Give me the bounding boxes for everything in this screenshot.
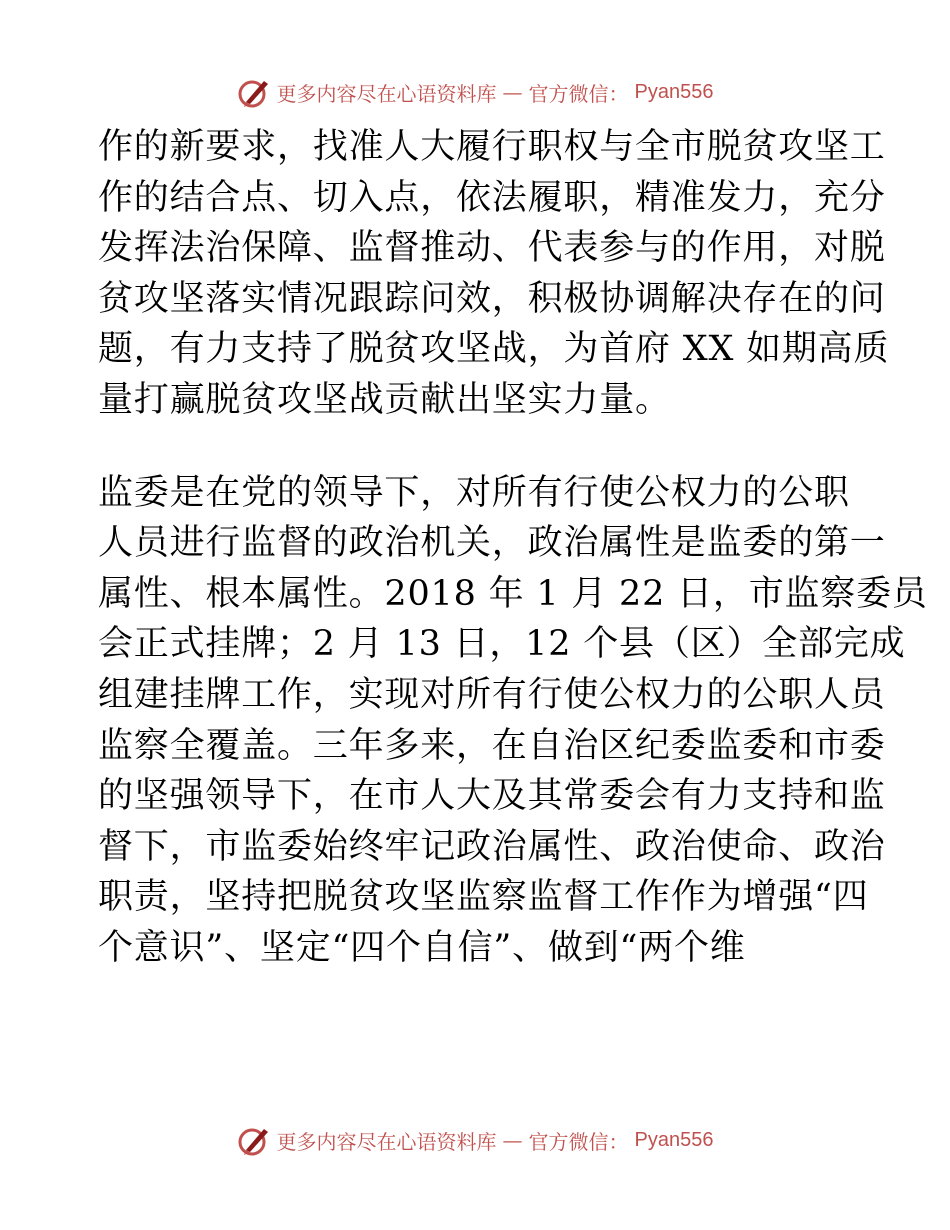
document-body	[98, 122, 928, 974]
watermark-text: 更多内容尽在心语资料库	[276, 81, 497, 106]
watermark-label: 官方微信：	[528, 81, 629, 106]
header-watermark	[0, 72, 950, 112]
text-line: 量打赢脱贫攻坚战贡献出坚实力量。	[98, 379, 671, 420]
text-line: 发挥法治保障、监督推动、代表参与的作用，对脱	[98, 228, 886, 269]
watermark-label: 官方微信：	[528, 1129, 629, 1154]
text-line: 会正式挂牌；2 月 13 日，12 个县（区）全部完成	[98, 624, 906, 665]
text-line: 作的新要求，找准人大履行职权与全市脱贫攻坚工	[98, 127, 886, 167]
watermark-account: Pyan556	[634, 1128, 714, 1151]
text-line: 组建挂牌工作，实现对所有行使公权力的公职人员	[98, 674, 886, 715]
text-line: 贫攻坚落实情况跟踪问效，积极协调解决存在的问	[98, 278, 886, 319]
footer-watermark	[0, 1120, 950, 1160]
text-line: 监察全覆盖。三年多来，在自治区纪委监委和市委	[98, 725, 886, 766]
paragraph-gap	[98, 426, 858, 468]
text-line: 监委是在党的领导下，对所有行使公权力的公职	[98, 472, 850, 513]
text-line: 督下，市监委始终牢记政治属性、政治使命、政治	[98, 826, 886, 867]
paragraph-2	[98, 468, 928, 974]
text-line: 个意识”、坚定“四个自信”、做到“两个维	[98, 927, 746, 968]
text-line: 作的结合点、切入点，依法履职，精准发力，充分	[98, 177, 886, 218]
pen-logo-icon	[237, 1123, 271, 1157]
paragraph-1	[98, 122, 890, 426]
text-line: 题，有力支持了脱贫攻坚战，为首府 XX 如期高质	[98, 329, 890, 370]
text-line: 属性、根本属性。2018 年 1 月 22 日，市监察委员	[98, 573, 928, 614]
watermark-dash: —	[502, 80, 523, 104]
watermark-text: 更多内容尽在心语资料库	[276, 1129, 497, 1154]
watermark-account: Pyan556	[634, 80, 714, 103]
watermark-dash: —	[502, 1128, 523, 1152]
text-line: 职责，坚持把脱贫攻坚监察监督工作作为增强“四	[98, 877, 869, 918]
text-line: 人员进行监督的政治机关，政治属性是监委的第一	[98, 523, 886, 564]
text-line: 的坚强领导下，在市人大及其常委会有力支持和监	[98, 776, 886, 817]
pen-logo-icon	[237, 75, 271, 109]
